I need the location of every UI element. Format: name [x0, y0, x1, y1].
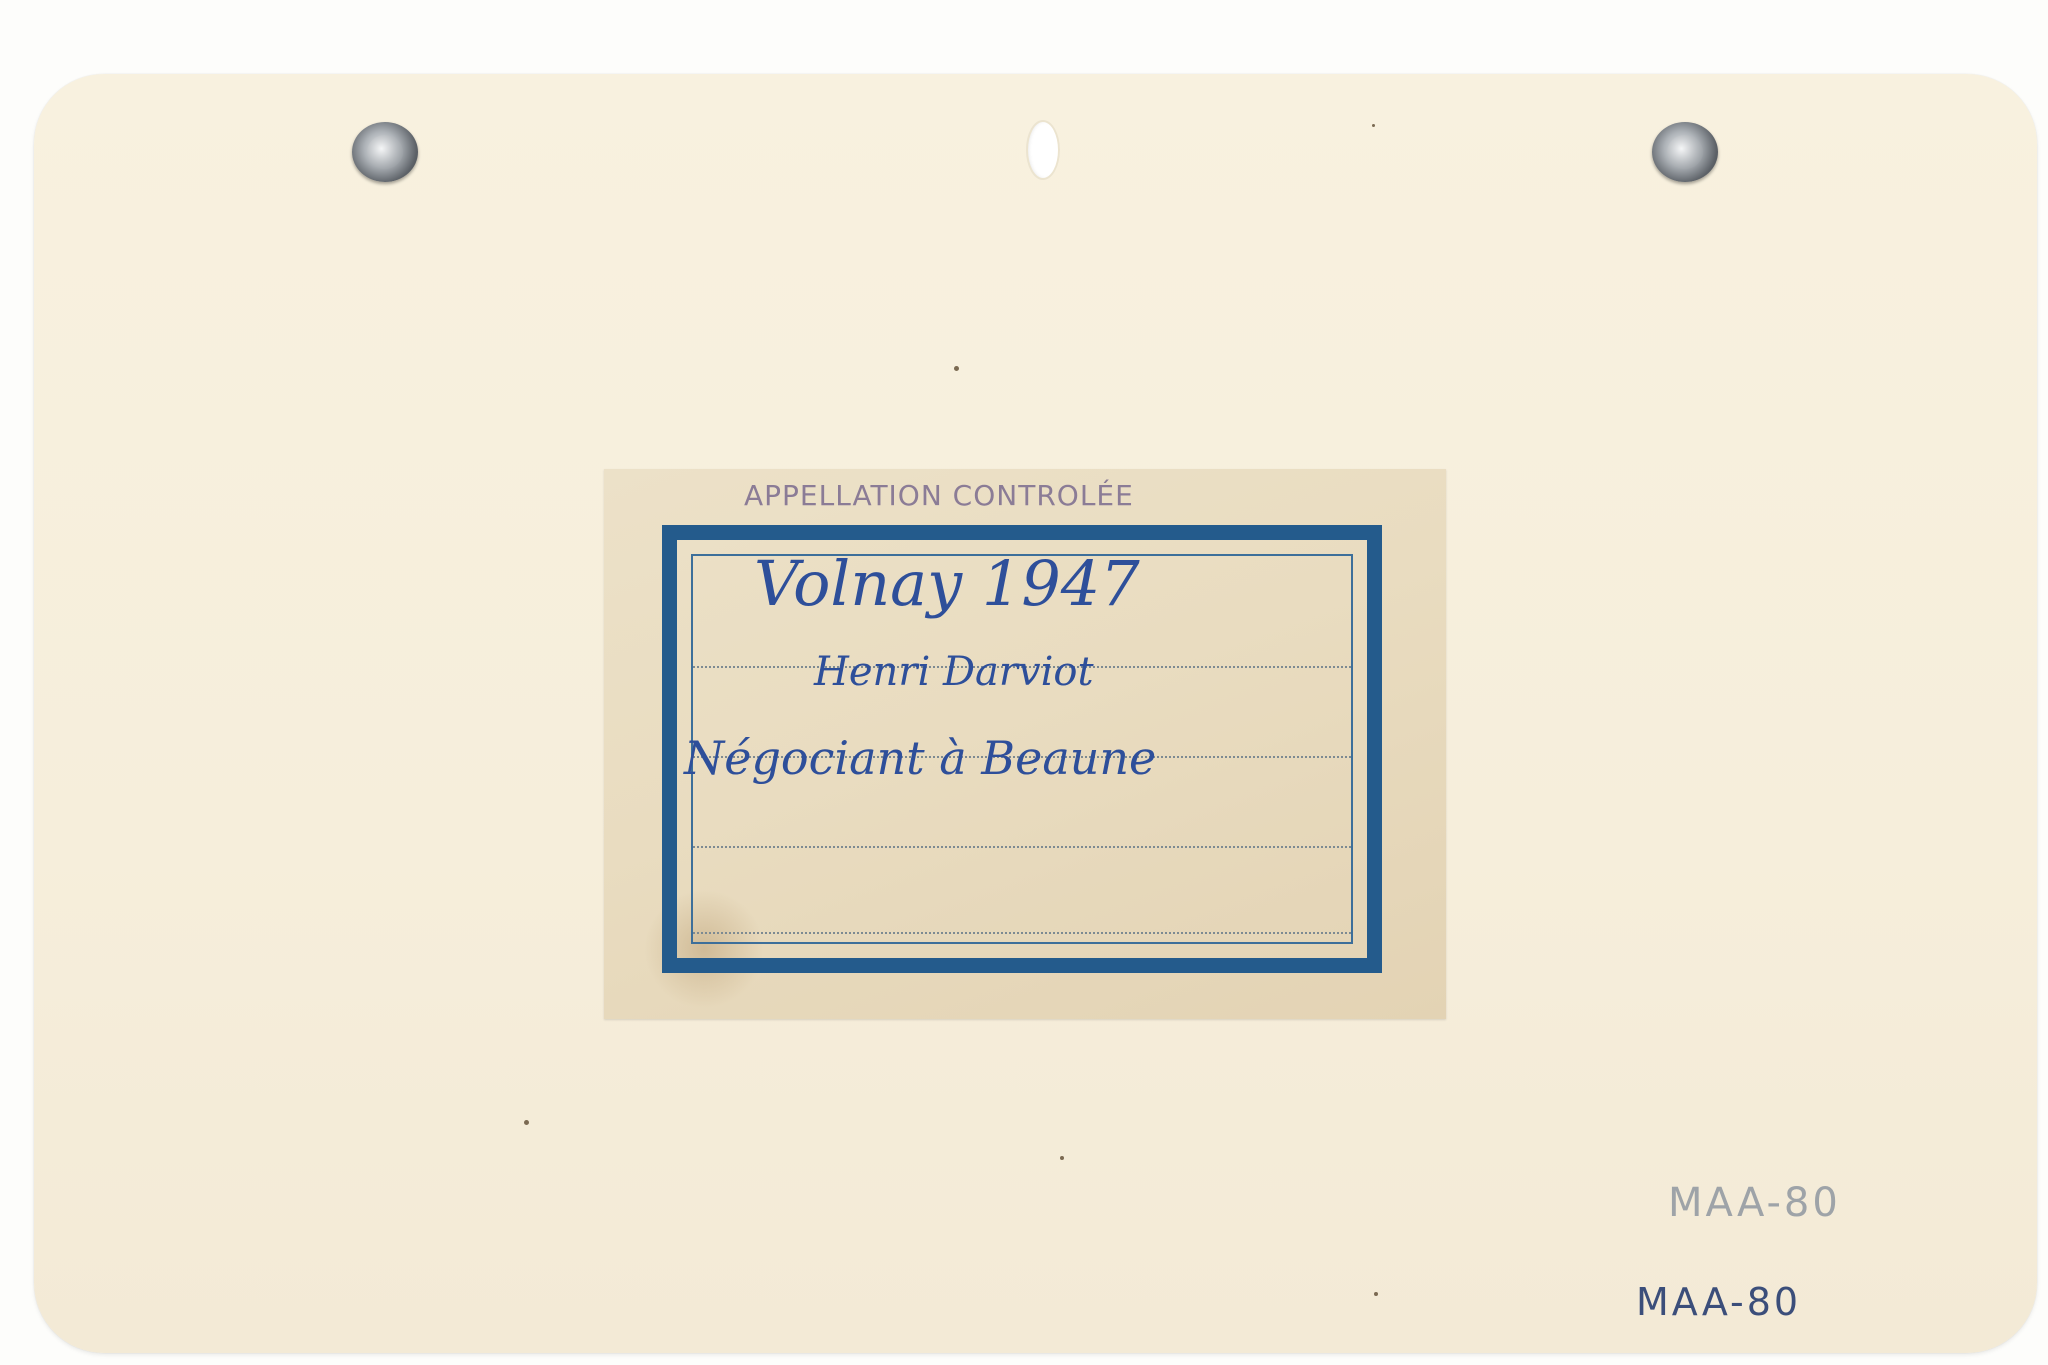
speck — [1060, 1156, 1064, 1160]
speck — [1374, 1292, 1378, 1296]
wine-label — [604, 469, 1446, 1019]
speck — [954, 366, 959, 371]
punch-hole-center — [1026, 120, 1060, 180]
rivet-left — [352, 122, 418, 182]
speck — [1372, 124, 1375, 127]
producer-name: Henri Darviot — [814, 649, 1094, 695]
ink-catalog-number: MAA-80 — [1636, 1280, 1802, 1324]
wine-name: Volnay 1947 — [754, 547, 1140, 620]
ruled-line — [693, 846, 1351, 848]
merchant-line: Négociant à Beaune — [684, 731, 1157, 785]
rivet-right — [1652, 122, 1718, 182]
speck — [524, 1120, 529, 1125]
appellation-stamp: APPELLATION CONTROLÉE — [744, 479, 1134, 512]
ruled-line — [693, 932, 1351, 934]
pencil-catalog-number: MAA-80 — [1668, 1180, 1841, 1226]
